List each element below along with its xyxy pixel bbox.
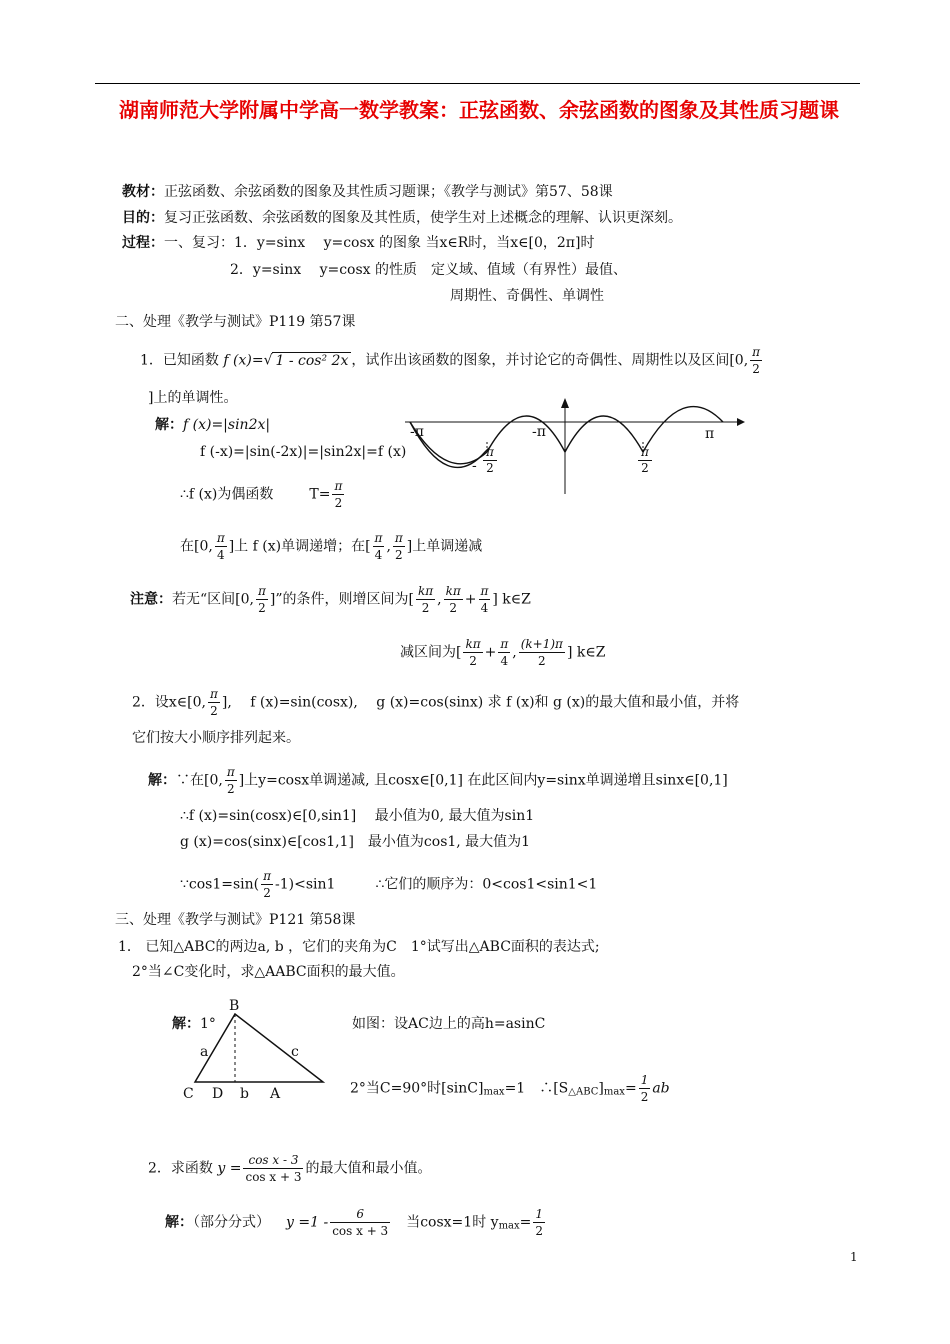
graph-label-neg-pi: -π (410, 424, 424, 440)
page-number: 1 (850, 1250, 858, 1264)
solution-3-2: 解：（部分分式） y =1 - $\frac{6}{\text{cos x + 3}}$ 当cosx=1时 $y_{max}=$ $\frac{1}{2}$ (165, 1207, 544, 1238)
solution-line-2: f (-x)=|sin(-2x)|=|sin2x|=f (x) (200, 444, 407, 460)
line-review-3: 周期性、奇偶性、单调性 (450, 288, 604, 304)
triangle-diagram (190, 1004, 330, 1084)
top-rule (95, 83, 860, 84)
graph-label-neg-pi-2: -π (532, 424, 546, 440)
abs-sin-graph (405, 398, 745, 498)
line-review-2: 2．y=sinx y=cosx 的性质 定义域、值域（有界性）最值、 (230, 262, 628, 278)
triangle-height-text: 如图：设AC边上的高h=asinC (352, 1016, 546, 1032)
solution2-line-4: ∵cos1=sin( $\frac{\pi}{2}$ -1)<sin1 ∴它们的顺序为：0<cos1<sin1<1 (180, 869, 598, 900)
solution-monotonic: 在[0, $\frac{\pi}{4}$ ]上 f (x)单调递增；在[ $\frac{\pi}{4}$ , $\frac{\pi}{2}$ ]上单调递减 (180, 531, 483, 562)
note-decreasing: 减区间为[ $\frac{k\pi}{2}$ + $\frac{\pi}{4}$ , $\frac{(k+1)\pi}{2}$ ] k∈Z (400, 637, 606, 668)
solution2-line-1: 解：∵在[0, $\frac{\pi}{2}$ ]上y=cosx单调递减, 且cosx∈[0,1] 在此区间内y=sinx单调递增且sinx∈[0,1] (148, 765, 728, 796)
line-process: 过程：一、复习：1．y=sinx y=cosx 的图象 当x∈R时，当x∈[0，2π]时 (122, 235, 595, 251)
solution2-line-2: ∴f (x)=sin(cosx)∈[0,sin1] 最小值为0, 最大值为sin1 (180, 808, 535, 824)
line-purpose: 目的：复习正弦函数、余弦函数的图象及其性质，使学生对上述概念的理解、认识更深刻。 (122, 210, 682, 226)
problem-3-1: 1． 已知△ABC的两边a, b ，它们的夹角为C 1°试写出△ABC面积的表达式; (118, 939, 600, 955)
solution-line-3: ∴f (x)为偶函数 T= $\frac{\pi}{2}$ (180, 479, 343, 510)
section-2-heading: 二、处理《教学与测试》P119 第57课 (115, 314, 356, 330)
problem-3-1b: 2°当∠C变化时，求△AABC面积的最大值。 (132, 964, 405, 980)
triangle-label-a: a (200, 1044, 209, 1060)
solution3-label: 解：1° (172, 1016, 216, 1032)
solution-line-1: 解：f (x)=|sin2x| (155, 417, 271, 433)
graph-label-pi: π (705, 426, 715, 442)
solution2-line-3: g (x)=cos(sinx)∈[cos1,1] 最小值为cos1, 最大值为1 (180, 834, 531, 850)
triangle-label-c: c (291, 1044, 299, 1060)
graph-label-neg-half-pi: π 2 (483, 445, 497, 476)
graph-label-half-pi: π 2 (638, 445, 652, 476)
triangle-max-text: 2°当C=90°时$[\sin C]_{max}=1$ $\therefore[S_{\triangle ABC}]_{max}=$ $\frac{1}{2}$ ab (350, 1073, 670, 1104)
problem-3-2: 2．求函数 y = $\frac{\text{cos x - 3}}{\text{cos x + 3}}$ 的最大值和最小值。 (148, 1153, 432, 1184)
note-increasing: 注意：若无“区间[0, $\frac{\pi}{2}$ ]”的条件，则增区间为[ $\frac{k\pi}{2}$ , $\frac{k\pi}{2}$ + $\frac{\pi}{4}$ ] k∈Z (130, 584, 531, 615)
triangle-label-D: D (212, 1086, 224, 1102)
triangle-label-b: b (240, 1086, 249, 1102)
problem-2-1-cont: ]上的单调性。 (148, 390, 238, 406)
problem-2-2-cont: 它们按大小顺序排列起来。 (132, 730, 300, 746)
problem-2-2: 2．设x∈[0, $\frac{\pi}{2}$ ], f (x)=sin(cosx), g (x)=cos(sinx) 求 f (x)和 g (x)的最大值和最小值，并将 (132, 687, 740, 718)
page-title: 湖南师范大学附属中学高一数学教案：正弦函数、余弦函数的图象及其性质习题课 (119, 98, 839, 122)
triangle-label-A: A (270, 1086, 281, 1102)
problem-2-1: 1．已知函数 f (x)=√ 1 - cos² 2x ，试作出该函数的图象，并讨论它的奇偶性、周期性以及区间[0, $\frac{\pi}{2}$ (140, 345, 761, 376)
triangle-label-C: C (183, 1086, 194, 1102)
section-3-heading: 三、处理《教学与测试》P121 第58课 (115, 912, 356, 928)
graph-label-minus: - (472, 458, 477, 474)
triangle-label-B: B (229, 998, 240, 1014)
line-material: 教材：正弦函数、余弦函数的图象及其性质习题课；《教学与测试》第57、58课 (122, 184, 613, 200)
